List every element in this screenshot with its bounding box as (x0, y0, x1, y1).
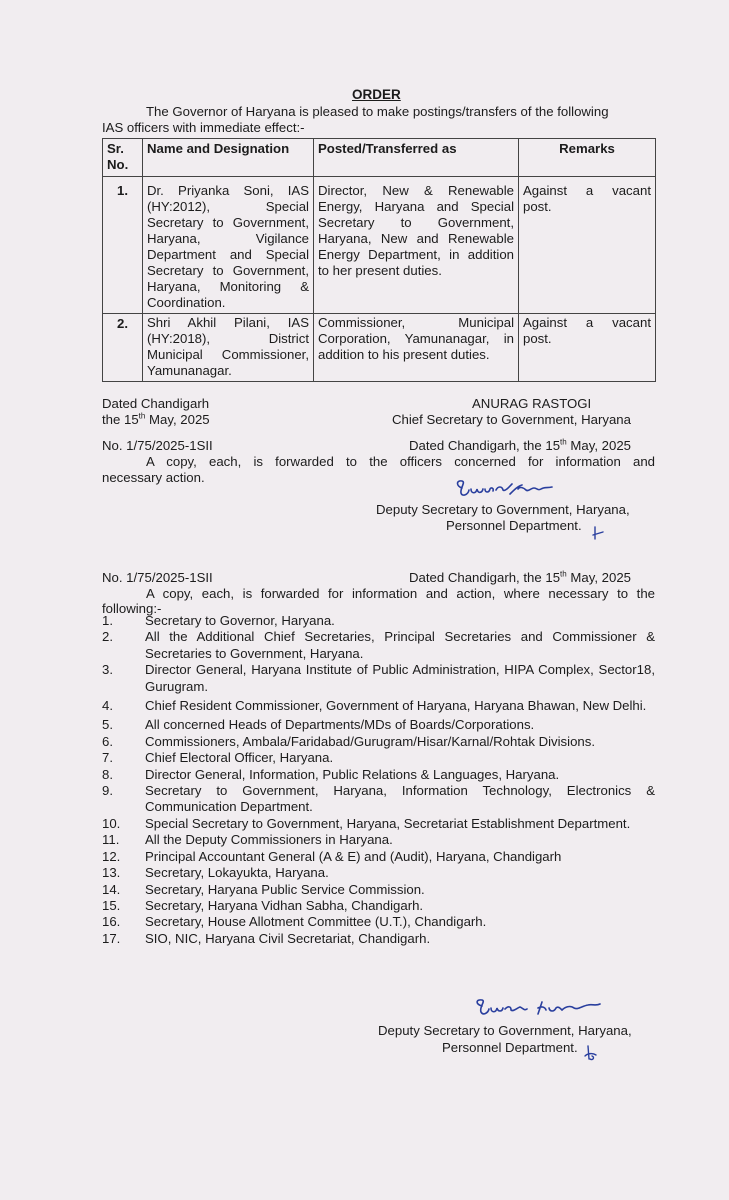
endorsement1-date: Dated Chandigarh, the 15th May, 2025 (409, 437, 631, 453)
signatory-name: ANURAG RASTOGI (472, 396, 592, 411)
list-item: 9. Secretary to Government, Haryana, Information Technology, Electronics & Communication Department. (102, 783, 655, 815)
list-item: 11. All the Deputy Commissioners in Haryana. (102, 832, 393, 848)
endorsement1-text-line2: necessary action. (102, 470, 205, 485)
row-remarks: Against a vacant post. (519, 177, 656, 314)
row-sr: 2. (103, 314, 143, 382)
endorsement1-signer-title: Deputy Secretary to Government, Haryana, (376, 502, 630, 517)
endorsement1-signer-dept: Personnel Department. (446, 518, 582, 533)
list-item: 17. SIO, NIC, Haryana Civil Secretariat, Chandigarh. (102, 930, 431, 946)
list-item: 13. Secretary, Lokayukta, Haryana. (102, 865, 329, 881)
row-name: Dr. Priyanka Soni, IAS (HY:2012), Special Secretary to Government, Haryana, Vigilance Department and Special Secretary to Government, Haryana, Monitoring & Coordination. (143, 177, 314, 314)
endorsement2-signer-dept: Personnel Department. (442, 1040, 578, 1055)
initial-mark-icon (584, 1044, 598, 1062)
row-name: Shri Akhil Pilani, IAS (HY:2018), District Municipal Commissioner, Yamunanagar. (143, 314, 314, 382)
header-name-designation: Name and Designation (143, 139, 314, 177)
list-item: 7. Chief Electoral Officer, Haryana. (102, 750, 334, 766)
order-intro-line1: The Governor of Haryana is pleased to make postings/transfers of the following (146, 104, 609, 119)
list-item: 5. All concerned Heads of Departments/MDs of Boards/Corporations. (102, 717, 535, 733)
list-item: 12. Principal Accountant General (A & E) and (Audit), Haryana, Chandigarh (102, 848, 562, 864)
list-item: 15. Secretary, Haryana Vidhan Sabha, Chandigarh. (102, 897, 424, 913)
table-row (103, 314, 656, 382)
endorsement1-number: No. 1/75/2025-1SII (102, 438, 213, 453)
signature-image (452, 476, 557, 502)
row-posted: Commissioner, Municipal Corporation, Yamunanagar, in addition to his present duties. (314, 314, 519, 382)
order-title: ORDER (352, 87, 401, 102)
list-item: 10. Special Secretary to Government, Haryana, Secretariat Establishment Department. (102, 815, 631, 831)
header-remarks: Remarks (519, 139, 656, 177)
table-header-row (103, 139, 656, 177)
list-item: 16. Secretary, House Allotment Committee (U.T.), Chandigarh. (102, 914, 487, 930)
dated-date: the 15th May, 2025 (102, 411, 210, 427)
list-item: 3. Director General, Haryana Institute of Public Administration, HIPA Complex, Sector18, Gurugram. (102, 662, 655, 694)
list-item: 6. Commissioners, Ambala/Faridabad/Gurugram/Hisar/Karnal/Rohtak Divisions. (102, 733, 596, 749)
dated-place: Dated Chandigarh (102, 396, 210, 411)
endorsement2-text-line1: A copy, each, is forwarded for information and action, where necessary to the (146, 586, 655, 601)
endorsement2-signer-title: Deputy Secretary to Government, Haryana, (378, 1023, 632, 1038)
header-posted-as: Posted/Transferred as (314, 139, 519, 177)
list-item: 2. All the Additional Chief Secretaries, Principal Secretaries and Commissioner & Secretaries to Government, Haryana. (102, 629, 655, 661)
list-item: 1. Secretary to Governor, Haryana. (102, 613, 335, 628)
row-sr: 1. (103, 177, 143, 314)
list-item: 8. Director General, Information, Public Relations & Languages, Haryana. (102, 766, 560, 782)
table-row (103, 177, 656, 314)
endorsement2-number: No. 1/75/2025-1SII (102, 570, 213, 585)
list-item: 4. Chief Resident Commissioner, Government of Haryana, Haryana Bhawan, New Delhi. (102, 698, 647, 714)
list-item: 14. Secretary, Haryana Public Service Commission. (102, 881, 425, 897)
row-remarks: Against a vacant post. (519, 314, 656, 382)
endorsement2-text-line2: following:- (102, 601, 162, 616)
signature-image (470, 996, 605, 1020)
recipients-list (102, 613, 655, 947)
initial-mark-icon (591, 525, 605, 541)
order-intro-line2: IAS officers with immediate effect:- (102, 120, 305, 135)
header-sr-no: Sr. No. (103, 139, 143, 177)
endorsement2-date: Dated Chandigarh, the 15th May, 2025 (409, 569, 631, 585)
postings-table (102, 138, 656, 382)
row-posted: Director, New & Renewable Energy, Haryana and Special Secretary to Government, Haryana, New and Renewable Energy Department, in addition to her present duties. (314, 177, 519, 314)
signatory-title: Chief Secretary to Government, Haryana (392, 412, 631, 427)
endorsement1-text-line1: A copy, each, is forwarded to the officers concerned for information and (146, 454, 655, 469)
